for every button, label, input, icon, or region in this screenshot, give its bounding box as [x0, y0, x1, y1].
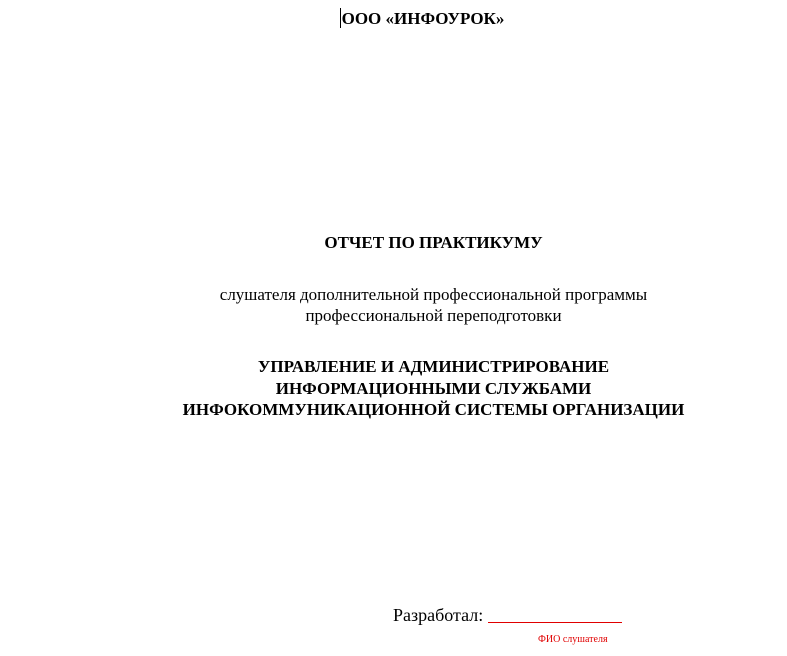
developer-name-blank[interactable]: [488, 621, 622, 623]
developer-label: Разработал:: [393, 605, 484, 625]
report-subtitle: [0, 284, 787, 326]
developer-name-hint: ФИО слушателя: [538, 634, 608, 645]
report-title: ОТЧЕТ ПО ПРАКТИКУМУ: [324, 233, 543, 252]
program-title-line: УПРАВЛЕНИЕ И АДМИНИСТРИРОВАНИЕ: [257, 357, 610, 376]
organization-name: ООО «ИНФОУРОК»: [341, 9, 505, 28]
program-title: [0, 356, 787, 421]
subtitle-line: слушателя дополнительной профессиональной программы: [219, 285, 648, 304]
organization-heading: [0, 8, 787, 30]
program-title-line: ИНФОРМАЦИОННЫМИ СЛУЖБАМИ: [275, 378, 592, 398]
text-cursor: [340, 8, 341, 28]
program-title-line: ИНФОКОММУНИКАЦИОННОЙ СИСТЕМЫ ОРГАНИЗАЦИИ: [182, 400, 685, 419]
subtitle-line: профессиональной переподготовки: [305, 306, 562, 325]
developer-field: [393, 604, 622, 626]
